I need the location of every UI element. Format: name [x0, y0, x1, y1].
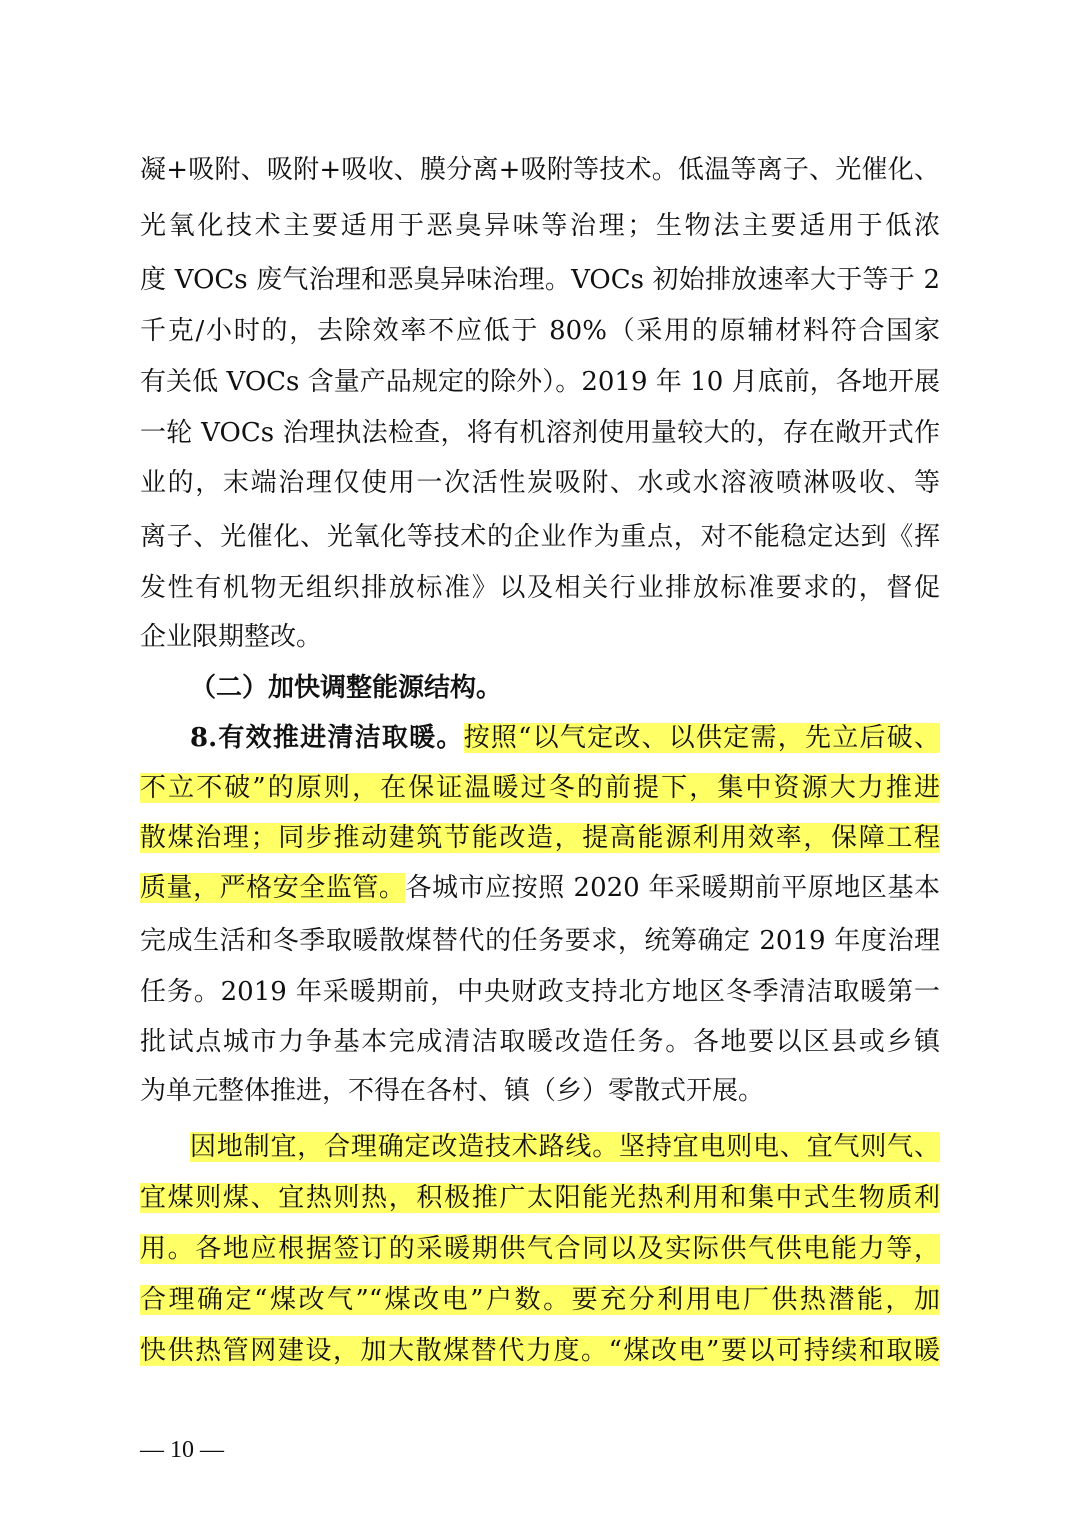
- body-line: [140, 1178, 940, 1218]
- highlighted-text: 按照“以气定改、以供定需，先立后破、: [463, 723, 940, 753]
- body-line: 一轮 VOCs 治理执法检查，将有机溶剂使用量较大的，存在敞开式作: [140, 418, 940, 448]
- body-line: 批试点城市力争基本完成清洁取暖改造任务。各地要以区县或乡镇: [140, 1027, 940, 1057]
- body-line: 凝+吸附、吸附+吸收、膜分离+吸附等技术。低温等离子、光催化、: [140, 155, 940, 185]
- body-line: [190, 1127, 940, 1167]
- highlighted-text: 用。各地应根据签订的采暖期供气合同以及实际供气供电能力等，: [140, 1234, 940, 1264]
- item-8-title: 8.有效推进清洁取暖。: [190, 723, 464, 753]
- body-line: 企业限期整改。: [140, 622, 323, 652]
- body-line: 发性有机物无组织排放标准》以及相关行业排放标准要求的，督促: [140, 573, 940, 603]
- body-line: 光氧化技术主要适用于恶臭异味等治理；生物法主要适用于低浓: [140, 211, 940, 241]
- body-line: [140, 818, 940, 858]
- highlighted-text: 合理确定“煤改气”“煤改电”户数。要充分利用电厂供热潜能，加: [140, 1285, 940, 1315]
- body-line: 千克/小时的，去除效率不应低于 80%（采用的原辅材料符合国家: [140, 316, 940, 346]
- highlighted-text: 质量，严格安全监管。: [140, 873, 406, 903]
- body-text: 各城市应按照 2020 年采暖期前平原地区基本: [405, 873, 940, 903]
- page-number: — 10 —: [140, 1437, 224, 1463]
- body-line: 有关低 VOCs 含量产品规定的除外）。2019 年 10 月底前，各地开展: [140, 367, 940, 397]
- highlighted-text: 快供热管网建设，加大散煤替代力度。“煤改电”要以可持续和取暖: [140, 1336, 940, 1366]
- highlighted-text: 因地制宜，合理确定改造技术路线。坚持宜电则电、宜气则气、: [190, 1132, 940, 1162]
- body-line: [140, 768, 940, 808]
- body-line: [140, 1229, 940, 1269]
- body-line: [140, 1280, 940, 1320]
- body-line: 离子、光催化、光氧化等技术的企业作为重点，对不能稳定达到《挥: [140, 522, 940, 552]
- highlighted-text: 散煤治理；同步推动建筑节能改造，提高能源利用效率，保障工程: [140, 823, 940, 853]
- body-line: 业的，末端治理仅使用一次活性炭吸附、水或水溶液喷淋吸收、等: [140, 468, 940, 498]
- body-line: 度 VOCs 废气治理和恶臭异味治理。VOCs 初始排放速率大于等于 2: [140, 265, 940, 295]
- highlighted-text: 宜煤则煤、宜热则热，积极推广太阳能光热利用和集中式生物质利: [140, 1183, 940, 1213]
- highlighted-text: 不立不破”的原则，在保证温暖过冬的前提下，集中资源大力推进: [140, 773, 940, 803]
- body-line: [140, 868, 940, 908]
- body-line: 任务。2019 年采暖期前，中央财政支持北方地区冬季清洁取暖第一: [140, 977, 940, 1007]
- body-line: [140, 1331, 940, 1371]
- body-line: 完成生活和冬季取暖散煤替代的任务要求，统筹确定 2019 年度治理: [140, 926, 940, 956]
- section-heading: （二）加快调整能源结构。: [190, 673, 503, 703]
- body-line: 为单元整体推进，不得在各村、镇（乡）零散式开展。: [140, 1076, 765, 1106]
- item-8-first-line: [190, 718, 940, 758]
